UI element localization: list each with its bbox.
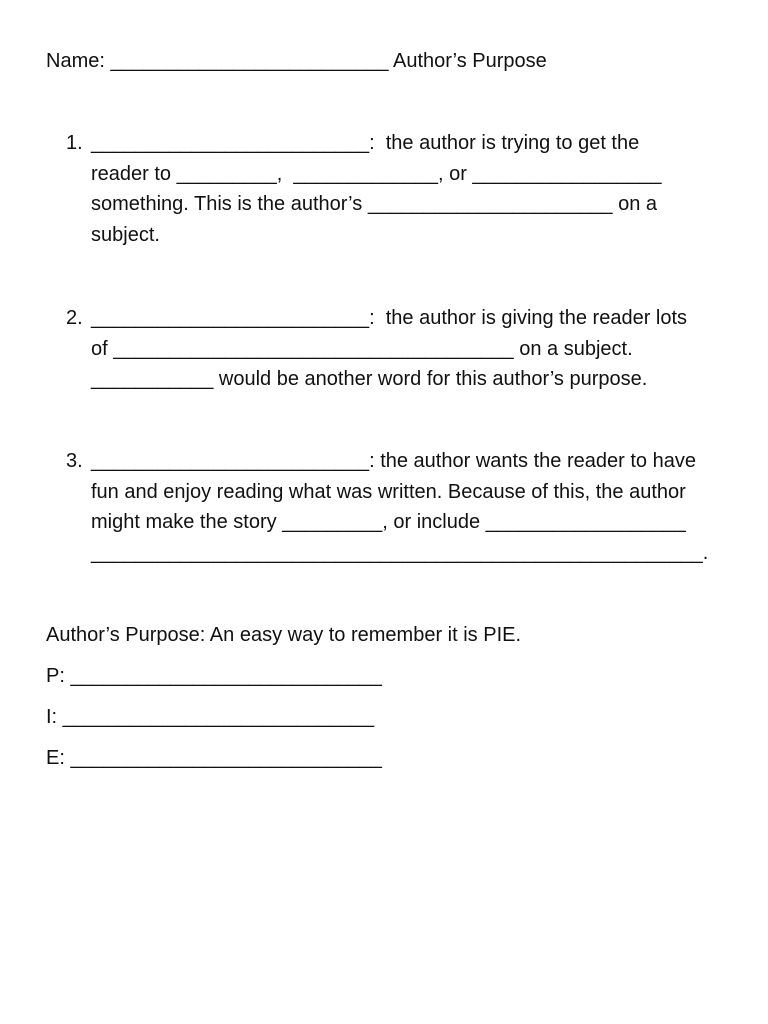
item-3	[66, 446, 726, 568]
item-number: 1.	[66, 132, 83, 154]
item-line: _________________________: the author wants the reader to have	[91, 450, 696, 472]
item-line: ___________ would be another word for this author’s purpose.	[91, 368, 648, 390]
item-number: 3.	[66, 450, 83, 472]
item-line: fun and enjoy reading what was written. Because of this, the author	[91, 480, 686, 503]
item-number: 2.	[66, 307, 83, 329]
pie-intro: Author’s Purpose: An easy way to remember it is PIE.	[46, 624, 522, 646]
pie-e-line: E: ____________________________	[46, 747, 382, 769]
item-1	[66, 128, 726, 250]
item-2	[66, 303, 726, 395]
item-line: _________________________: the author is trying to get the	[91, 132, 640, 154]
item-line: of ____________________________________ on a subject.	[91, 337, 633, 360]
item-line: might make the story _________, or include __________________	[91, 511, 686, 533]
item-line: something. This is the author’s ______________________ on a	[91, 193, 658, 215]
pie-i-line: I: ____________________________	[46, 706, 375, 728]
item-line: reader to _________, _____________, or _________________	[91, 162, 662, 185]
item-line: subject.	[91, 223, 160, 246]
item-line: _______________________________________________________.	[91, 541, 709, 564]
pie-p-line: P: ____________________________	[46, 665, 382, 687]
name-title-line: Name: _________________________ Author’s Purpose	[46, 50, 547, 72]
item-line: _________________________: the author is giving the reader lots	[91, 307, 688, 329]
